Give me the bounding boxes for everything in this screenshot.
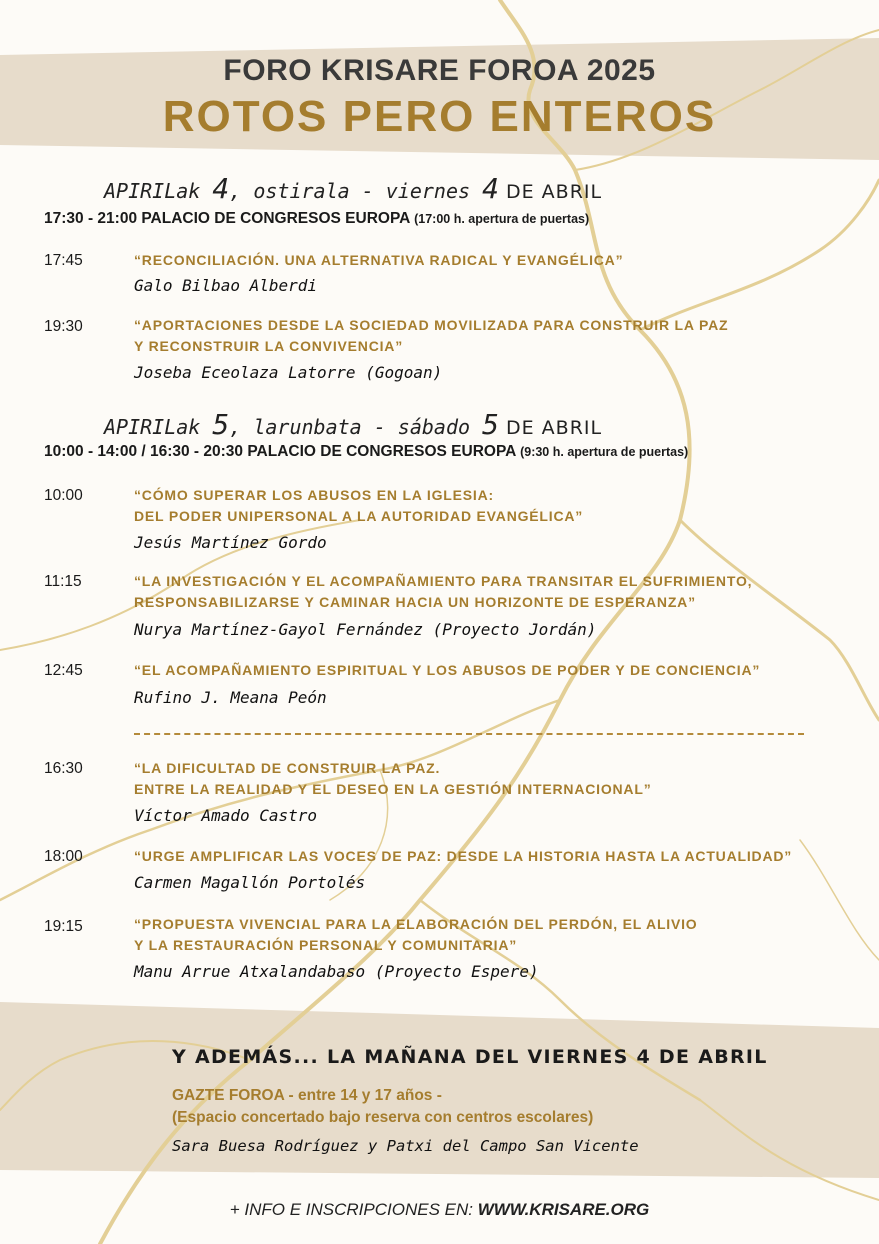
session-speaker: Manu Arrue Atxalandabaso (Proyecto Espere) — [134, 962, 539, 981]
session-speaker: Rufino J. Meana Peón — [134, 688, 327, 707]
website-link[interactable]: WWW.KRISARE.ORG — [477, 1200, 650, 1219]
session-title: “LA INVESTIGACIÓN Y EL ACOMPAÑAMIENTO PARA TRANSITAR EL SUFRIMIENTO, RESPONSABILIZARSE Y CAMINAR HACIA UN HORIZONTE DE ESPERANZA” — [134, 573, 753, 610]
session-title: “PROPUESTA VIVENCIAL PARA LA ELABORACIÓN DEL PERDÓN, EL ALIVIO Y LA RESTAURACIÓN PERSONAL Y COMUNITARIA” — [134, 916, 698, 953]
session-title: “EL ACOMPAÑAMIENTO ESPIRITUAL Y LOS ABUSOS DE PODER Y DE CONCIENCIA” — [134, 662, 761, 678]
session-title: “RECONCILIACIÓN. UNA ALTERNATIVA RADICAL Y EVANGÉLICA” — [134, 252, 624, 268]
gazte-foroa-note: (Espacio concertado bajo reserva con centros escolares) — [172, 1109, 594, 1126]
gazte-foroa-speakers: Sara Buesa Rodríguez y Patxi del Campo San Vicente — [172, 1137, 639, 1155]
day2-venue: 10:00 - 14:00 / 16:30 - 20:30 PALACIO DE CONGRESOS EUROPA (9:30 h. apertura de puertas) — [44, 443, 689, 460]
day2-heading: APIRILak 5, larunbata - sábado 5 DE ABRIL — [104, 408, 603, 441]
session-time: 12:45 — [44, 662, 83, 679]
day1-venue: 17:30 - 21:00 PALACIO DE CONGRESOS EUROPA (17:00 h. apertura de puertas) — [44, 210, 590, 227]
day1-heading: APIRILak 4, ostirala - viernes 4 DE ABRIL — [104, 172, 603, 205]
extra-heading: Y ADEMÁS... LA MAÑANA DEL VIERNES 4 DE ABRIL — [172, 1046, 768, 1068]
session-title: “CÓMO SUPERAR LOS ABUSOS EN LA IGLESIA: DEL PODER UNIPERSONAL A LA AUTORIDAD EVANGÉLICA” — [134, 487, 584, 524]
session-speaker: Galo Bilbao Alberdi — [134, 276, 318, 295]
gazte-foroa-title: GAZTE FOROA - entre 14 y 17 años - — [172, 1087, 442, 1104]
event-subtitle: ROTOS PERO ENTEROS — [162, 92, 717, 141]
session-time: 10:00 — [44, 487, 83, 504]
session-speaker: Jesús Martínez Gordo — [134, 533, 327, 552]
session-time: 18:00 — [44, 848, 83, 865]
session-time: 17:45 — [44, 252, 83, 269]
session-speaker: Nurya Martínez-Gayol Fernández (Proyecto Jordán) — [134, 620, 597, 639]
footer-info: + INFO E INSCRIPCIONES EN: WWW.KRISARE.ORG — [229, 1200, 650, 1219]
session-time: 19:30 — [44, 318, 83, 335]
event-title: FORO KRISARE FOROA 2025 — [223, 54, 656, 87]
session-speaker: Joseba Eceolaza Latorre (Gogoan) — [134, 363, 443, 382]
session-title: “LA DIFICULTAD DE CONSTRUIR LA PAZ. ENTRE LA REALIDAD Y EL DESEO EN LA GESTIÓN INTERNACIONAL” — [134, 760, 652, 797]
session-title: “URGE AMPLIFICAR LAS VOCES DE PAZ: DESDE LA HISTORIA HASTA LA ACTUALIDAD” — [134, 848, 793, 864]
session-speaker: Víctor Amado Castro — [134, 806, 318, 825]
session-time: 19:15 — [44, 918, 83, 935]
session-time: 16:30 — [44, 760, 83, 777]
session-separator — [134, 733, 804, 735]
session-speaker: Carmen Magallón Portolés — [134, 873, 366, 892]
session-time: 11:15 — [44, 573, 82, 590]
session-title: “APORTACIONES DESDE LA SOCIEDAD MOVILIZADA PARA CONSTRUIR LA PAZ Y RECONSTRUIR LA CONVIVENCIA” — [134, 317, 729, 354]
